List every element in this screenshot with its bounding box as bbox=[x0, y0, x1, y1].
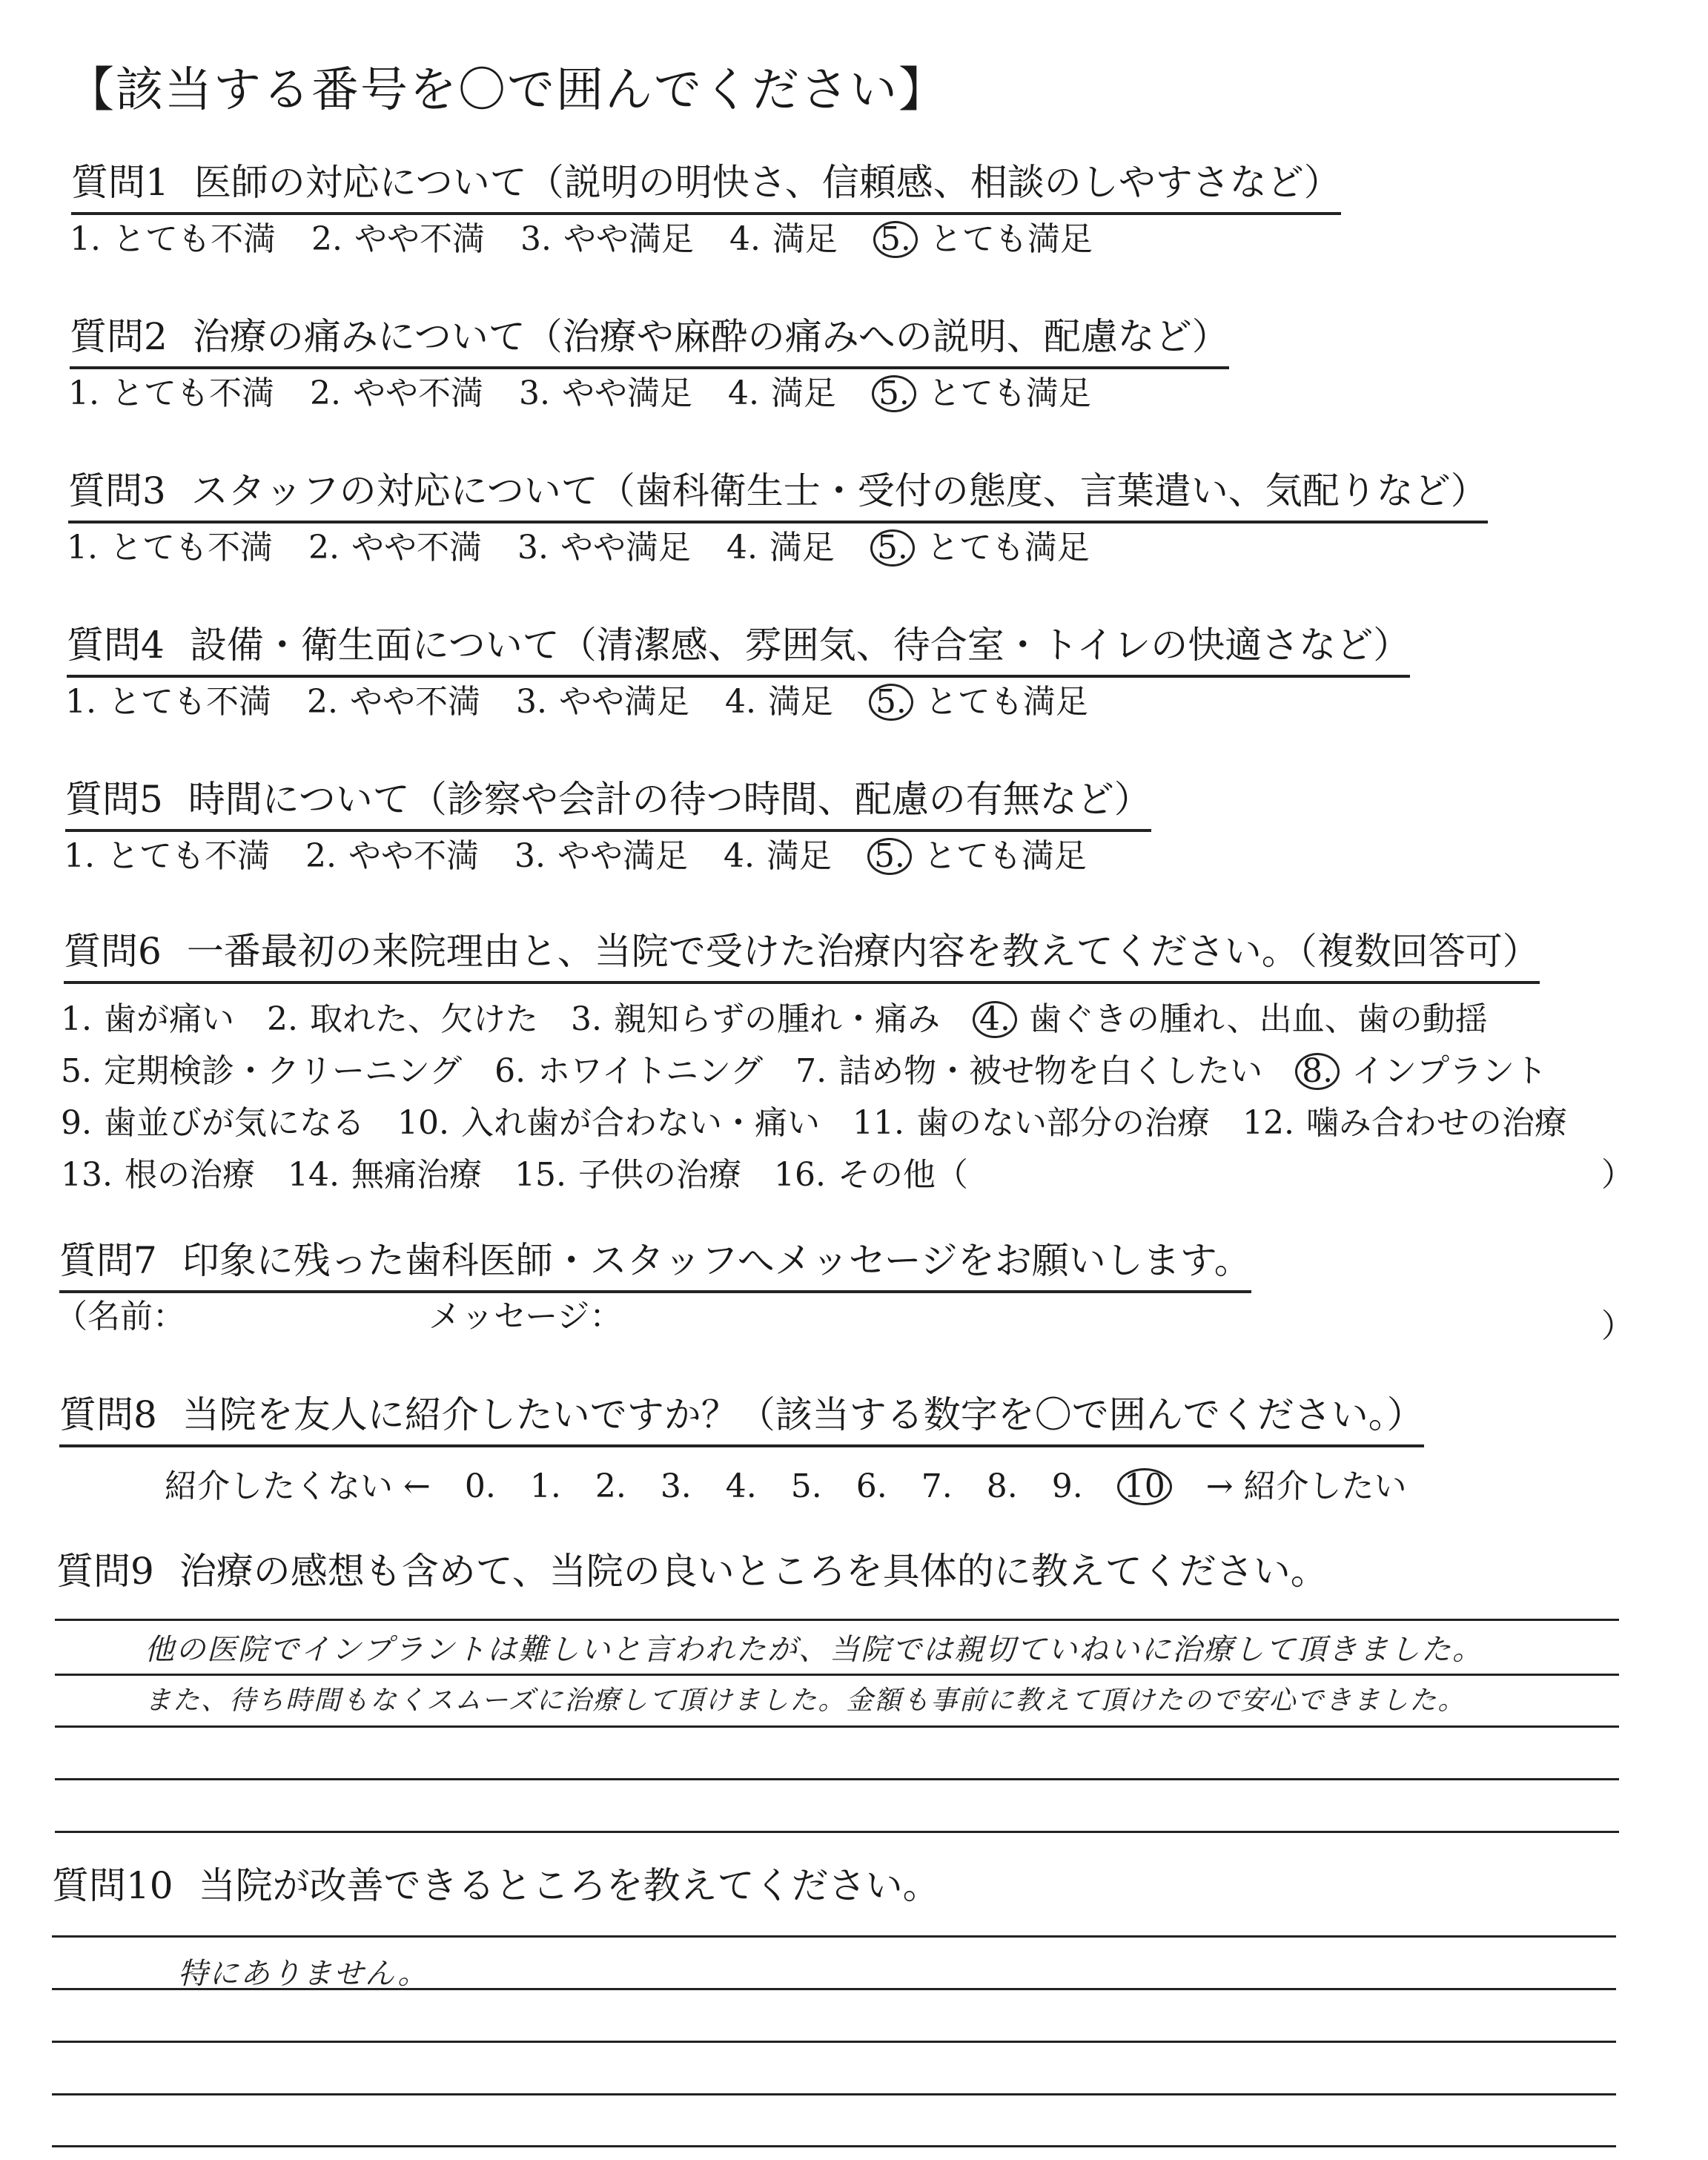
option-number: 3. bbox=[518, 374, 550, 412]
q3-option-3[interactable] bbox=[517, 530, 691, 566]
option-label: やや不満 bbox=[351, 529, 482, 567]
q3-text: スタッフの対応について（歯科衛生士・受付の態度、言葉遣い、気配りなど） bbox=[191, 469, 1488, 512]
q9-answer-line-1: 他の医院でインプラントは難しいと言われたが、当院では親切ていねいに治療して頂きました。 bbox=[145, 1633, 1483, 1667]
option-number: 3. bbox=[570, 1000, 602, 1038]
q6-close-paren: ） bbox=[1601, 1156, 1634, 1194]
q4-options bbox=[65, 684, 1124, 721]
q7-close-paren: ） bbox=[1601, 1307, 1634, 1345]
option-number: 5. bbox=[869, 684, 913, 721]
q8-ticks bbox=[465, 1467, 1117, 1505]
q3-options bbox=[67, 529, 1125, 567]
q8-right-label: → 紹介したい bbox=[1205, 1467, 1407, 1505]
option-number: 5. bbox=[61, 1052, 92, 1090]
option-label: 歯並びが気になる bbox=[103, 1104, 365, 1142]
q1-option-1[interactable] bbox=[70, 222, 276, 257]
q2-title bbox=[70, 316, 1229, 369]
q8-tick[interactable]: 3. bbox=[660, 1467, 692, 1505]
option-label: 取れた、欠けた bbox=[309, 1000, 538, 1038]
q10-title bbox=[52, 1866, 940, 1906]
option-label: 定期検診・クリーニング bbox=[103, 1052, 463, 1090]
q4-option-1[interactable] bbox=[65, 684, 271, 720]
option-label: とても満足 bbox=[926, 529, 1090, 567]
option-label: やや満足 bbox=[560, 529, 691, 567]
option-number: 5. bbox=[870, 529, 915, 567]
option-number: 14. bbox=[287, 1156, 340, 1194]
option-label: とても満足 bbox=[927, 374, 1091, 412]
option-label: やや不満 bbox=[349, 683, 480, 721]
q8-tick[interactable]: 9. bbox=[1051, 1467, 1083, 1505]
q9-answer-line-2: また、待ち時間もなくスムーズに治療して頂けました。金額も事前に教えて頂けたので安心できました。 bbox=[145, 1685, 1466, 1716]
option-number: 11. bbox=[852, 1104, 904, 1142]
q7-number: 質問7 bbox=[59, 1239, 157, 1282]
option-label: 歯のない部分の治療 bbox=[916, 1104, 1210, 1142]
option-number: 7. bbox=[795, 1052, 827, 1090]
q6-option[interactable] bbox=[795, 1044, 1262, 1091]
q6-option-row bbox=[61, 1148, 1001, 1195]
q10-rule bbox=[52, 1988, 1616, 1990]
q6-option[interactable] bbox=[571, 992, 940, 1040]
q7-text: 印象に残った歯科医師・スタッフへメッセージをお願いします。 bbox=[182, 1239, 1251, 1282]
option-number: 2. bbox=[266, 1000, 298, 1038]
q10-rule bbox=[52, 2093, 1616, 2095]
q10-rule bbox=[52, 1935, 1616, 1938]
q6-title bbox=[64, 931, 1540, 984]
q5-number: 質問5 bbox=[65, 778, 163, 821]
option-label: インプラント bbox=[1351, 1052, 1548, 1090]
q2-option-2[interactable] bbox=[310, 376, 483, 412]
q3-option-1[interactable] bbox=[67, 530, 273, 566]
q6-option[interactable] bbox=[61, 992, 234, 1040]
option-label: とても不満 bbox=[109, 529, 273, 567]
q9-title bbox=[56, 1551, 1328, 1592]
q7-title bbox=[59, 1240, 1251, 1293]
q5-title bbox=[65, 779, 1151, 832]
option-number: 9. bbox=[61, 1104, 92, 1142]
q6-option-row bbox=[61, 1044, 1580, 1091]
q2-text: 治療の痛みについて（治療や麻酔の痛みへの説明、配慮など） bbox=[192, 315, 1229, 358]
q5-option-4[interactable] bbox=[724, 839, 832, 874]
q1-option-3[interactable] bbox=[520, 222, 694, 257]
option-label: 満足 bbox=[769, 529, 835, 567]
q3-number: 質問3 bbox=[68, 469, 166, 512]
q3-title bbox=[68, 470, 1488, 524]
option-number: 13. bbox=[61, 1156, 113, 1194]
q3-option-4[interactable] bbox=[726, 530, 835, 566]
option-label: 詰め物・被せ物を白くしたい bbox=[838, 1052, 1263, 1090]
option-number: 15. bbox=[514, 1156, 566, 1194]
q6-option[interactable] bbox=[1295, 1044, 1547, 1091]
q3-option-2[interactable] bbox=[308, 530, 482, 566]
q8-number: 質問8 bbox=[59, 1393, 157, 1436]
option-number: 12. bbox=[1242, 1104, 1294, 1142]
option-number: 10. bbox=[397, 1104, 449, 1142]
q6-option[interactable] bbox=[494, 1044, 763, 1091]
q2-option-5[interactable] bbox=[872, 375, 1091, 412]
option-number: 1. bbox=[65, 683, 96, 721]
option-number: 2. bbox=[305, 837, 337, 875]
option-number: 1. bbox=[68, 374, 99, 412]
q4-option-2[interactable] bbox=[307, 684, 480, 720]
q9-rule bbox=[55, 1674, 1619, 1676]
q8-tick[interactable]: 1. bbox=[529, 1467, 561, 1505]
q4-number: 質問4 bbox=[67, 624, 165, 667]
option-number: 5. bbox=[872, 375, 916, 412]
option-label: やや満足 bbox=[563, 220, 694, 258]
option-number: 5. bbox=[867, 838, 912, 875]
q6-option[interactable] bbox=[61, 1044, 462, 1091]
option-label: とても満足 bbox=[923, 837, 1087, 875]
q5-option-5[interactable] bbox=[867, 838, 1087, 875]
q6-option[interactable] bbox=[61, 1096, 365, 1143]
option-label: やや満足 bbox=[561, 374, 692, 412]
option-label: とても満足 bbox=[929, 220, 1093, 258]
option-number: 3. bbox=[520, 220, 552, 258]
option-number: 4. bbox=[727, 374, 759, 412]
q6-option-row bbox=[61, 1096, 1600, 1143]
q4-option-3[interactable] bbox=[516, 684, 689, 720]
option-number: 4. bbox=[724, 683, 756, 721]
q1-text: 医師の対応について（説明の明快さ、信頼感、相談のしやすさなど） bbox=[193, 161, 1341, 204]
option-number: 5. bbox=[873, 221, 918, 258]
option-label: 噛み合わせの治療 bbox=[1305, 1104, 1567, 1142]
q7-message-label: メッセージ： bbox=[428, 1298, 623, 1335]
option-number: 1. bbox=[67, 529, 98, 567]
option-label: とても不満 bbox=[106, 837, 270, 875]
q6-option-row bbox=[61, 992, 1520, 1040]
q1-option-5[interactable] bbox=[873, 221, 1093, 258]
q9-text: 治療の感想も含めて、当院の良いところを具体的に教えてください。 bbox=[179, 1550, 1328, 1593]
q2-option-3[interactable] bbox=[519, 376, 692, 412]
option-number: 3. bbox=[517, 529, 549, 567]
q8-selected-value: 10 bbox=[1117, 1468, 1172, 1505]
q1-options bbox=[70, 221, 1128, 258]
option-label: 根の治療 bbox=[124, 1156, 255, 1194]
q6-text: 一番最初の来院理由と、当院で受けた治療内容を教えてください。（複数回答可） bbox=[186, 930, 1540, 973]
option-label: やや不満 bbox=[354, 220, 485, 258]
q7-fields bbox=[55, 1299, 622, 1335]
option-number: 2. bbox=[306, 683, 338, 721]
q6-option[interactable] bbox=[1242, 1096, 1567, 1143]
option-label: やや不満 bbox=[348, 837, 479, 875]
q10-text: 当院が改善できるところを教えてください。 bbox=[198, 1864, 940, 1907]
option-label: その他（ bbox=[837, 1156, 968, 1194]
q9-rule bbox=[55, 1778, 1619, 1780]
q2-option-4[interactable] bbox=[728, 376, 836, 412]
option-label: 無痛治療 bbox=[351, 1156, 482, 1194]
q3-option-5[interactable] bbox=[870, 529, 1090, 567]
q6-option[interactable] bbox=[774, 1148, 968, 1195]
q9-rule bbox=[55, 1619, 1619, 1621]
q6-option[interactable] bbox=[853, 1096, 1210, 1143]
option-label: とても不満 bbox=[112, 220, 276, 258]
form-header: 【該当する番号を〇で囲んでください】 bbox=[67, 63, 947, 118]
q10-number: 質問10 bbox=[52, 1864, 173, 1907]
option-label: とても不満 bbox=[110, 374, 274, 412]
option-label: 満足 bbox=[767, 683, 833, 721]
q5-text: 時間について（診察や会計の待つ時間、配慮の有無など） bbox=[188, 778, 1151, 821]
q10-answer-line-1: 特にありません。 bbox=[178, 1957, 429, 1991]
q10-rule bbox=[52, 2041, 1616, 2043]
option-number: 4. bbox=[723, 837, 755, 875]
option-label: 入れ歯が合わない・痛い bbox=[460, 1104, 820, 1142]
q9-number: 質問9 bbox=[56, 1550, 154, 1593]
q6-option[interactable] bbox=[288, 1148, 482, 1195]
q4-title bbox=[67, 624, 1410, 678]
option-label: やや不満 bbox=[352, 374, 483, 412]
q6-number: 質問6 bbox=[64, 930, 162, 973]
q5-option-1[interactable] bbox=[64, 839, 270, 874]
option-number: 1. bbox=[64, 837, 95, 875]
q2-number: 質問2 bbox=[70, 315, 168, 358]
option-label: 子供の治療 bbox=[577, 1156, 741, 1194]
q10-rule bbox=[52, 2145, 1616, 2147]
option-label: やや満足 bbox=[558, 683, 689, 721]
q5-option-2[interactable] bbox=[305, 839, 479, 874]
q8-left-label: 紹介したくない ← bbox=[165, 1467, 431, 1505]
option-label: 歯ぐきの腫れ、出血、歯の動揺 bbox=[1028, 1000, 1488, 1038]
q8-title bbox=[59, 1394, 1424, 1447]
q8-tick[interactable]: 2. bbox=[595, 1467, 626, 1505]
q1-number: 質問1 bbox=[71, 161, 169, 204]
q8-tick[interactable]: 4. bbox=[725, 1467, 757, 1505]
q8-tick[interactable]: 5. bbox=[790, 1467, 822, 1505]
option-number: 2. bbox=[308, 529, 340, 567]
option-number: 6. bbox=[494, 1052, 526, 1090]
q9-rule bbox=[55, 1725, 1619, 1728]
q5-option-3[interactable] bbox=[514, 839, 688, 874]
option-label: やや満足 bbox=[557, 837, 688, 875]
q8-scale bbox=[165, 1459, 1407, 1507]
option-label: とても不満 bbox=[107, 683, 271, 721]
q8-text: 当院を友人に紹介したいですか？（該当する数字を〇で囲んでください。） bbox=[182, 1393, 1424, 1436]
q1-option-4[interactable] bbox=[729, 222, 838, 257]
q4-option-4[interactable] bbox=[725, 684, 833, 720]
q8-tick[interactable]: 8. bbox=[986, 1467, 1018, 1505]
q4-option-5[interactable] bbox=[869, 684, 1088, 721]
option-number: 1. bbox=[70, 220, 101, 258]
q1-option-2[interactable] bbox=[311, 222, 485, 257]
q8-tick[interactable]: 6. bbox=[855, 1467, 887, 1505]
q8-tick[interactable]: 0. bbox=[464, 1467, 496, 1505]
q6-option[interactable] bbox=[514, 1148, 741, 1195]
option-number: 3. bbox=[515, 683, 547, 721]
q6-option[interactable] bbox=[973, 992, 1488, 1040]
q2-option-1[interactable] bbox=[68, 376, 274, 412]
option-label: 満足 bbox=[766, 837, 832, 875]
option-number: 2. bbox=[311, 220, 342, 258]
q6-option[interactable] bbox=[61, 1148, 255, 1195]
q8-tick[interactable]: 7. bbox=[921, 1467, 953, 1505]
option-number: 4. bbox=[973, 1001, 1017, 1038]
q7-name-label: （名前： bbox=[55, 1298, 185, 1335]
option-number: 16. bbox=[773, 1156, 826, 1194]
q6-option[interactable] bbox=[267, 992, 538, 1040]
option-number: 3. bbox=[514, 837, 546, 875]
option-number: 4. bbox=[729, 220, 761, 258]
option-label: 満足 bbox=[770, 374, 836, 412]
option-number: 1. bbox=[61, 1000, 92, 1038]
option-label: 歯が痛い bbox=[103, 1000, 234, 1038]
option-number: 8. bbox=[1295, 1053, 1340, 1090]
option-label: ホワイトニング bbox=[537, 1052, 764, 1090]
q1-title bbox=[71, 162, 1341, 215]
q9-rule bbox=[55, 1831, 1619, 1833]
option-label: 親知らずの腫れ・痛み bbox=[613, 1000, 940, 1038]
option-number: 2. bbox=[309, 374, 341, 412]
q6-option[interactable] bbox=[397, 1096, 820, 1143]
q2-options bbox=[68, 375, 1127, 412]
option-label: とても満足 bbox=[924, 683, 1088, 721]
q5-options bbox=[64, 838, 1122, 875]
option-number: 4. bbox=[726, 529, 758, 567]
q4-text: 設備・衛生面について（清潔感、雰囲気、待合室・トイレの快適さなど） bbox=[189, 624, 1411, 667]
option-label: 満足 bbox=[772, 220, 838, 258]
